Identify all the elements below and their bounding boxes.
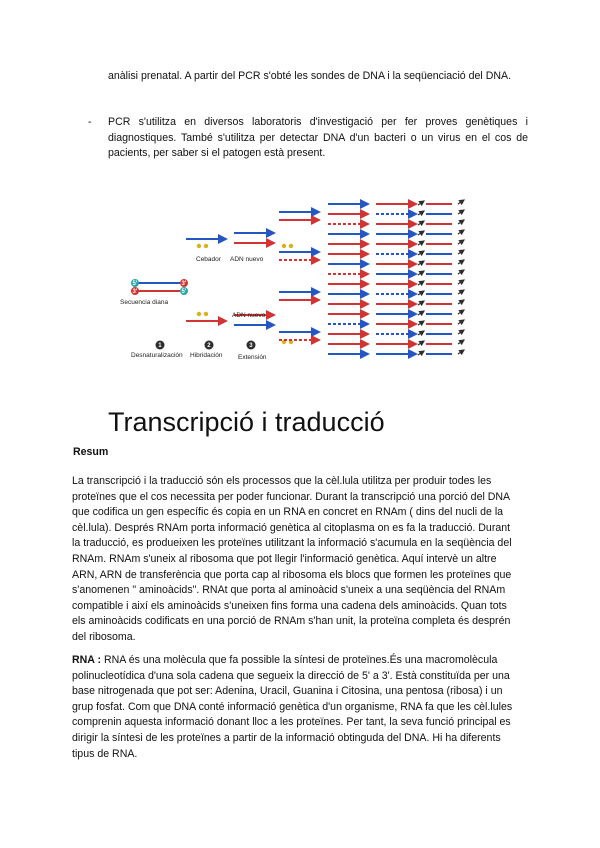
primer-label: Cebador [196, 256, 221, 263]
product-arrow [418, 341, 424, 345]
strand-end-label-1: 5' [132, 281, 138, 287]
product-arrow [458, 240, 464, 244]
product-arrow [458, 200, 464, 204]
product-arrow [458, 260, 464, 264]
product-arrow [458, 220, 464, 224]
resum-heading: Resum [73, 446, 109, 458]
new-dna-label-bottom: ADN nuevo [232, 312, 266, 319]
product-arrow [458, 230, 464, 234]
intro-continuation-paragraph: anàlisi prenatal. A partir del PCR s'obté les sondes de DNA i la seqüenciació del DNA. [108, 70, 512, 82]
product-arrow [458, 340, 464, 344]
product-arrow [418, 351, 424, 355]
product-arrow [458, 350, 464, 354]
product-arrow [418, 211, 424, 215]
strand-end-label-3: 3' [181, 281, 187, 287]
extension-label: Extensión [238, 354, 267, 361]
product-arrow [458, 330, 464, 334]
section-title: Transcripció i traducció [108, 407, 385, 437]
product-arrow [418, 261, 424, 265]
rna-body: RNA és una molècula que fa possible la síntesi de proteïnes.És una macromolècula polinucleotídica d'una sola cadena que segueix la direcció de 5' a 3'. Està constituïda per una base nitrogenada que pot ser: Adenina, Uracil, Guanina i Citosina, una pentosa (ribosa) i un grup fosfat. Com que DNA conté informació genètica d'un organisme, RNA fa que les cèl.lules comprenin aquesta informació donant lloc a les proteïnes. Per tant, la seva funció principal es dirigir la síntesi de les proteïnes a partir de la informació obtinguda del DNA. Hi ha diferents tipus de RNA. [72, 654, 513, 760]
denaturation-label: Desnaturalización [131, 352, 183, 359]
product-arrow [418, 201, 424, 205]
primer-dot [204, 244, 208, 248]
primer-dot [204, 312, 208, 316]
product-arrow [458, 270, 464, 274]
product-arrow [458, 280, 464, 284]
step-number-2: 2 [207, 343, 211, 350]
product-arrow [458, 310, 464, 314]
rna-paragraph [72, 653, 520, 762]
product-arrow [418, 271, 424, 275]
pcr-diagram [114, 192, 474, 372]
product-arrow [418, 321, 424, 325]
primer-dot [282, 244, 286, 248]
strand-end-label-2: 3' [132, 289, 138, 295]
pcr-strands [138, 200, 464, 355]
step-number-3: 3 [249, 343, 253, 350]
product-arrow [418, 301, 424, 305]
primer-dot [197, 312, 201, 316]
product-arrow [418, 281, 424, 285]
product-arrow [418, 251, 424, 255]
product-arrow [418, 291, 424, 295]
product-arrow [418, 331, 424, 335]
product-arrow [418, 241, 424, 245]
product-arrow [418, 231, 424, 235]
product-arrow [418, 311, 424, 315]
product-arrow [458, 300, 464, 304]
resum-paragraph: La transcripció i la traducció són els processos que la cèl.lula utilitza per produir todes les proteïnes que el cos necessita per poder funcionar. Durant la transcripció una porció del DNA que codifica un gen específic és copia en un RNA en concret en RNAm ( dins del nucli de la cèl.lula). Després RNAm porta informació genètica al citoplasma on es fa la traducció. Durant la traducció, es produeixen les proteïnes utilitzant la informació s'acumula en la seqüència del RNAm. RNAm s'uneix al ribosoma que pot llegir l'informació genètica. Aquí intervè un altre ARN, ARN de transferència que porta cap al ribosoma els blocs que formen les proteïnes que s'anomenen " aminoàcids". RNAt que porta al aminoàcid s'uneix a una seqüència del RNAm compatible i així els aminoàcids s'uneixen fins forma una cadena dels aminoàcids. Quan tots els aminoàcids codificats en una porció de RNAm s'han unit, la proteïna completa és desprén del ribosoma. [72, 475, 512, 643]
target-sequence-label: Secuencia diana [120, 299, 169, 306]
product-arrow [458, 290, 464, 294]
product-arrow [458, 250, 464, 254]
primer-dot [197, 244, 201, 248]
product-arrow [458, 210, 464, 214]
product-arrow [418, 221, 424, 225]
hybridization-label: Hibridación [190, 352, 223, 359]
product-arrow [458, 320, 464, 324]
bullet-dash: - [88, 116, 92, 128]
bullet-text: PCR s'utilitza en diversos laboratoris d'investigació per fer proves genètiques i diagnostiques. També s'utilitza per detectar DNA d'un bacteri o un virus en el cos de pacients, per saber si el patogen està present. [108, 116, 528, 160]
new-dna-label-top: ADN nuevo [230, 256, 264, 263]
step-number-1: 1 [158, 343, 162, 350]
pcr-step-legend [131, 341, 267, 362]
rna-label: RNA : [72, 654, 102, 666]
primer-dot [289, 244, 293, 248]
strand-end-label-4: 5' [181, 289, 187, 295]
